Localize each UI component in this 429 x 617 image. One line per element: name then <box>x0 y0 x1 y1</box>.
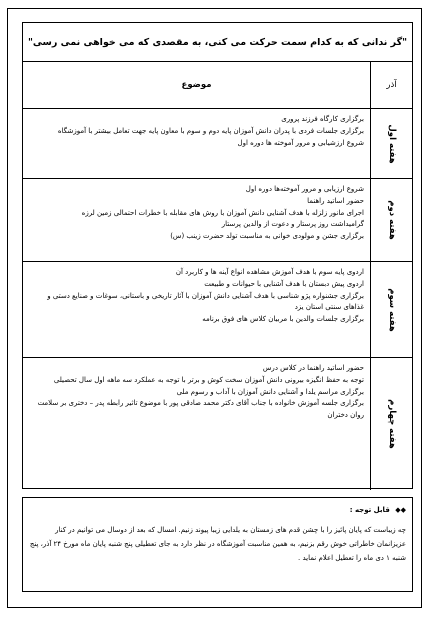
week-row <box>23 358 412 490</box>
week-items <box>23 109 370 178</box>
notes-heading-line <box>29 503 406 517</box>
list-item: برگزاری جشن و مولودی خوانی به مناسبت تولد حضرت زینب (س) <box>170 232 364 241</box>
list-item: برگزاری جلسات فردی با پدران دانش آموزان پایه دوم و سوم با معاون پایه جهت تعامل بیشتر با آموزشگاه <box>57 126 364 135</box>
list-item: شروع ارزیابی و مرور آموخته‌ها دوره اول <box>245 185 364 193</box>
diamond-bullet-icon: ◆◆ <box>395 506 406 514</box>
week-label-cell <box>370 262 412 357</box>
table-header <box>23 62 412 109</box>
week-row <box>23 179 412 262</box>
list-item: اردوی پایه سوم با هدف آموزش مشاهده انواع آینه ها و کاربرد آن <box>175 268 364 276</box>
list-item: توجه به حفظ انگیزه بیرونی دانش آموزان سخت کوش و برتر با توجه به عملکرد سه ماهه اول سال تحصیلی <box>53 375 364 384</box>
list-item: برگزاری جلسه آموزش خانواده با جناب آقای دکتر محمد صادقی پور با موضوع تاثیر رابطه پدر – دختری بر سلامت روان دختران <box>37 399 364 420</box>
week-label: هفته دوم <box>386 200 397 240</box>
program-table <box>22 22 413 489</box>
week-label: هفته اول <box>386 123 397 164</box>
notes-box <box>22 497 413 592</box>
week-items <box>23 358 370 490</box>
week-items <box>23 179 370 261</box>
notes-text: چه زیباست که پایان پائیز را با چشن قدم های زمستان به یلدایی زیبا پیوند زنیم. امسال که بعد از دوسال می توانیم در کنار عزیزانمان خاطراتی خوش رقم بزنیم، به همین مناسبت آموزشگاه در نظر دارد به جای تعطیلی پنج شنبه پایان ماه مورخ ۲۴ آذر، پنج شنبه ۱ دی ماه را تعطیل اعلام نماید . <box>29 526 406 562</box>
list-item: برگزاری مراسم یلدا و آشنایی دانش آموزان با آداب و رسوم ملی <box>176 387 364 396</box>
page-title: "گر ندانی که به کدام سمت حرکت می کنی، به مقصدی که می خواهی نمی رسی" <box>23 23 412 62</box>
week-label-cell <box>370 179 412 261</box>
week-label: هفته چهارم <box>386 399 397 449</box>
list-item: اردوی پیش دبستان با هدف آشنایی با حیوانات و طبیعت <box>204 279 364 288</box>
topic-header: موضوع <box>181 80 212 90</box>
week-items <box>23 262 370 357</box>
list-item: حضور اساتید راهنما <box>307 196 364 205</box>
list-item: حضور اساتید راهنما در کلاس درس <box>262 364 364 372</box>
week-row <box>23 262 412 358</box>
notes-heading: قابل توجه : <box>349 506 390 514</box>
week-label: هفته سوم <box>386 287 397 332</box>
list-item: برگزاری جشنواره پژو شناسی با هدف آشنایی دانش آموزان با آثار تاریخی و باستانی، سوغات و صنایع دستی و غذاهای سنتی استان یزد <box>47 291 364 312</box>
list-item: برگزاری جلسات والدین با مربیان کلاس های فوق برنامه <box>202 315 364 324</box>
week-label-cell <box>370 109 412 178</box>
list-item: شروع ارزشیابی و مرور آموخته ها دوره اول <box>237 138 364 147</box>
week-row <box>23 109 412 179</box>
list-item: گرامیداشت روز پرستار و دعوت از والدین پرستار <box>221 220 364 229</box>
week-label-cell <box>370 358 412 490</box>
list-item: اجرای مانور زلزله با هدف آشنایی دانش آموزان با روش های مقابله با خطرات احتمالی زمین لرزه <box>81 208 364 217</box>
list-item: برگزاری کارگاه فرزند پروری <box>281 115 364 123</box>
month-header: آذر <box>370 62 412 108</box>
